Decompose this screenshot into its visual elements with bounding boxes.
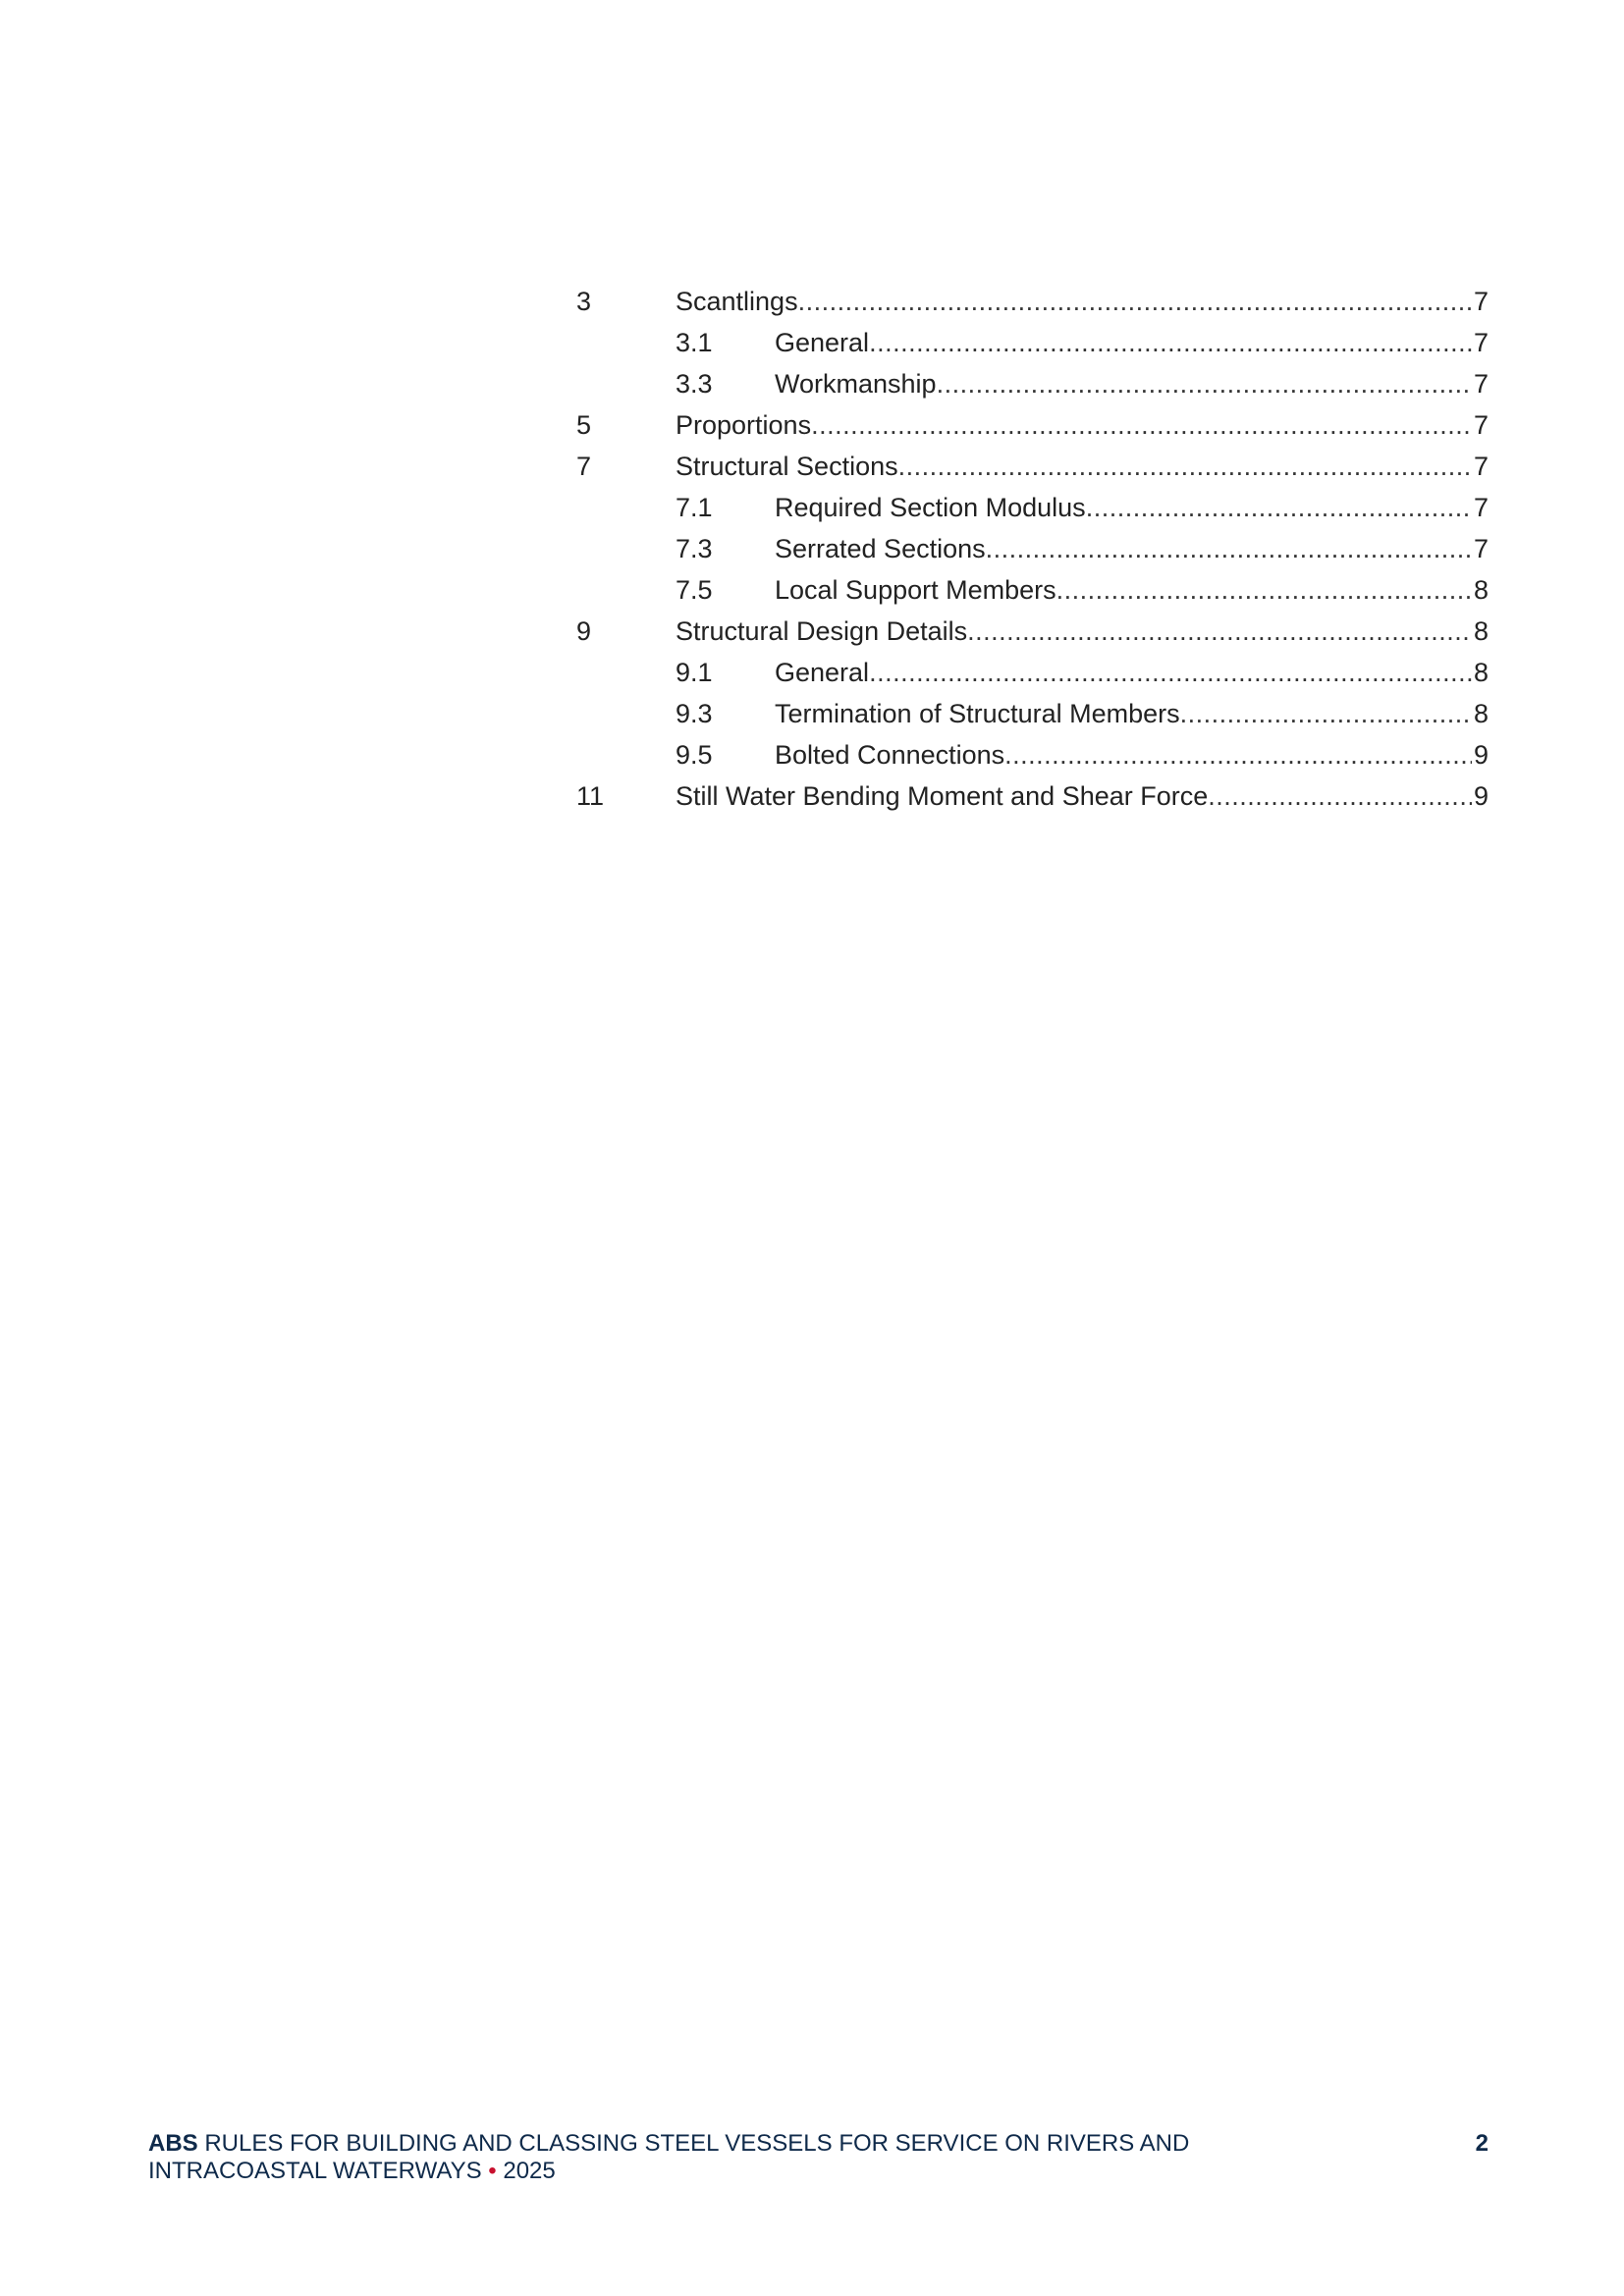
footer-bullet: • [488,2158,497,2184]
toc-entry-title[interactable]: General [775,328,870,357]
toc-entry-page[interactable]: 7 [1473,287,1489,316]
toc-entry[interactable] [576,611,1489,652]
toc-entry-title[interactable]: General [775,658,870,687]
toc-entry[interactable] [576,569,1489,611]
toc-entry[interactable] [576,734,1489,775]
toc-leader-dots [798,281,1472,322]
toc-entry-page[interactable]: 7 [1473,328,1489,357]
toc-entry-page[interactable]: 9 [1473,781,1489,811]
toc-leader-dots [898,446,1472,487]
toc-entry-number: 9.1 [676,658,713,687]
toc-entry-title[interactable]: Structural Design Details [676,616,968,646]
toc-entry-title[interactable]: Proportions [676,410,812,440]
toc-entry-title[interactable]: Scantlings [676,287,798,316]
toc-leader-dots [967,611,1472,652]
toc-entry-number: 11 [576,781,605,811]
toc-entry-title[interactable]: Termination of Structural Members [775,699,1180,728]
toc-entry-page[interactable]: 8 [1473,658,1489,687]
toc-leader-dots [937,363,1472,404]
page-number: 2 [1475,2130,1489,2157]
toc-entry[interactable] [576,404,1489,446]
toc-entry-number: 3 [576,287,592,316]
toc-entry-number: 7.1 [676,493,713,522]
toc-leader-dots [1056,569,1472,611]
toc-entry-title[interactable]: Still Water Bending Moment and Shear Force [676,781,1209,811]
toc-entry-title[interactable]: Serrated Sections [775,534,986,563]
footer-year: 2025 [503,2158,556,2184]
toc-entry-page[interactable]: 7 [1473,493,1489,522]
toc-entry-number: 9.3 [676,699,713,728]
toc-leader-dots [869,322,1472,363]
toc-entry-number: 3.3 [676,369,713,399]
toc-leader-dots [869,652,1472,693]
toc-entry[interactable] [576,363,1489,404]
toc-entry-number: 5 [576,410,592,440]
page-footer [148,2130,1489,2185]
toc-entry-page[interactable]: 7 [1473,452,1489,481]
toc-leader-dots [1086,487,1472,528]
footer-brand: ABS [148,2130,198,2157]
toc-leader-dots [1180,693,1472,734]
toc-entry-title[interactable]: Bolted Connections [775,740,1005,770]
toc-entry-number: 7.5 [676,575,713,605]
toc-leader-dots [1208,775,1472,817]
toc-entry-title[interactable]: Required Section Modulus [775,493,1086,522]
toc-entry-number: 3.1 [676,328,713,357]
toc-entry-page[interactable]: 7 [1473,410,1489,440]
toc-entry-page[interactable]: 8 [1473,616,1489,646]
toc-entry[interactable] [576,281,1489,322]
toc-leader-dots [1004,734,1472,775]
toc-entry[interactable] [576,693,1489,734]
toc-entry[interactable] [576,775,1489,817]
toc-leader-dots [986,528,1472,569]
footer-title-line2: INTRACOASTAL WATERWAYS [148,2158,482,2184]
toc-entry-page[interactable]: 9 [1473,740,1489,770]
footer-title-line1: RULES FOR BUILDING AND CLASSING STEEL VESSELS FOR SERVICE ON RIVERS AND [204,2130,1190,2157]
toc-entry-title[interactable]: Workmanship [775,369,937,399]
toc-entry-title[interactable]: Local Support Members [775,575,1056,605]
toc-leader-dots [811,404,1472,446]
table-of-contents [576,281,1489,817]
toc-entry-number: 9.5 [676,740,713,770]
toc-entry-number: 9 [576,616,592,646]
toc-entry-page[interactable]: 8 [1473,699,1489,728]
toc-entry-number: 7.3 [676,534,713,563]
toc-entry[interactable] [576,446,1489,487]
toc-entry-number: 7 [576,452,592,481]
toc-entry[interactable] [576,528,1489,569]
toc-entry[interactable] [576,487,1489,528]
footer-document-title [148,2130,1287,2185]
toc-entry-title[interactable]: Structural Sections [676,452,898,481]
toc-entry[interactable] [576,322,1489,363]
toc-entry[interactable] [576,652,1489,693]
toc-entry-page[interactable]: 7 [1473,369,1489,399]
toc-entry-page[interactable]: 7 [1473,534,1489,563]
toc-entry-page[interactable]: 8 [1473,575,1489,605]
